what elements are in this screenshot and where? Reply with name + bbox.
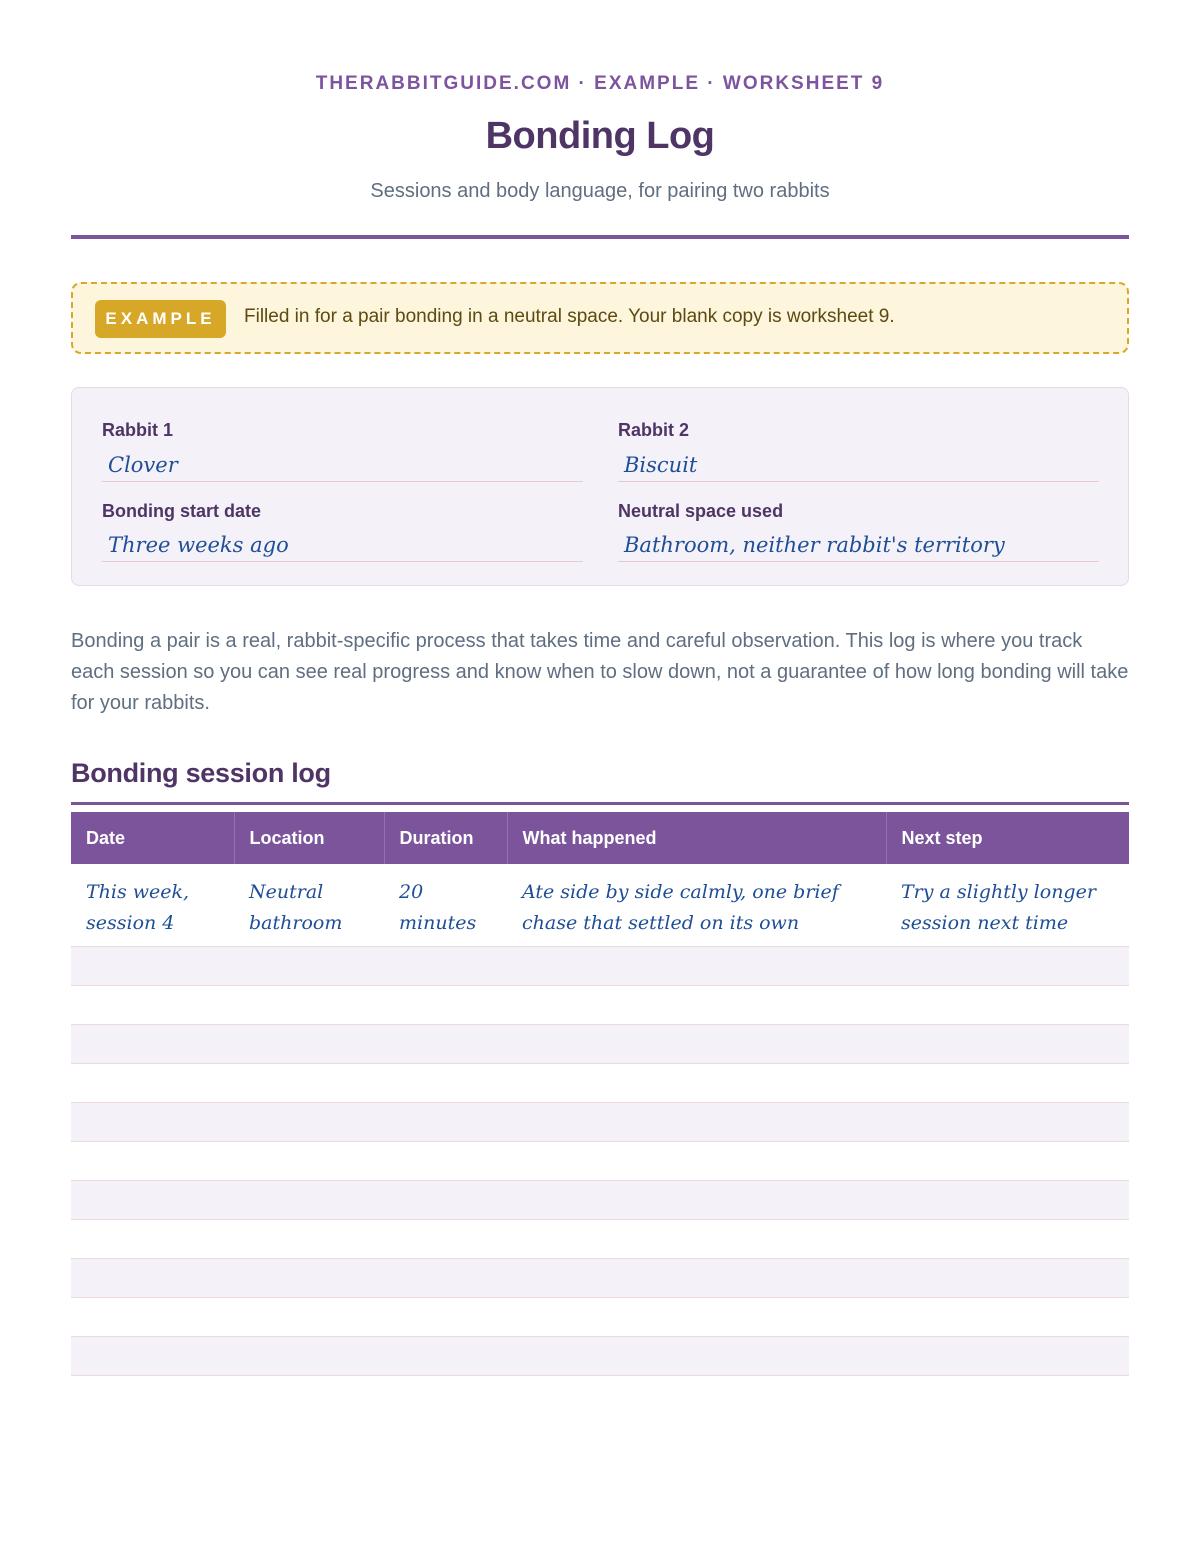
rabbit2-label: Rabbit 2 — [618, 420, 690, 440]
column-header-duration: Duration — [384, 812, 507, 864]
table-row-blank — [71, 1102, 1129, 1141]
blank-cell[interactable] — [507, 1336, 886, 1375]
blank-cell[interactable] — [234, 946, 384, 985]
table-row-blank — [71, 1063, 1129, 1102]
blank-cell[interactable] — [507, 1063, 886, 1102]
column-header-date: Date — [71, 812, 234, 864]
blank-cell[interactable] — [507, 1024, 886, 1063]
blank-cell[interactable] — [384, 1063, 507, 1102]
blank-cell[interactable] — [71, 1180, 234, 1219]
blank-cell[interactable] — [234, 1297, 384, 1336]
blank-cell[interactable] — [71, 946, 234, 985]
neutral-space-label: Neutral space used — [618, 501, 784, 521]
blank-cell[interactable] — [507, 1258, 886, 1297]
blank-cell[interactable] — [886, 1336, 1129, 1375]
table-row-blank — [71, 1180, 1129, 1219]
intro-paragraph: Bonding a pair is a real, rabbit-specific process that takes time and careful observation. This log is where you track each session so you can see real progress and know when to slow down, not a guarantee of how long bonding will take for your rabbits. — [71, 630, 1129, 714]
table-row-blank — [71, 1297, 1129, 1336]
blank-cell[interactable] — [384, 1219, 507, 1258]
rabbit1-field[interactable]: Clover — [102, 450, 583, 482]
section-heading: Bonding session log — [71, 758, 331, 788]
blank-cell[interactable] — [384, 1180, 507, 1219]
table-row — [71, 864, 1129, 946]
example-badge: EXAMPLE — [95, 300, 226, 338]
blank-cell[interactable] — [234, 1063, 384, 1102]
blank-cell[interactable] — [886, 1141, 1129, 1180]
start-date-field[interactable]: Three weeks ago — [102, 530, 583, 562]
table-header-row — [71, 812, 1129, 864]
blank-cell[interactable] — [384, 1141, 507, 1180]
blank-cell[interactable] — [234, 1024, 384, 1063]
blank-cell[interactable] — [384, 946, 507, 985]
blank-cell[interactable] — [507, 1102, 886, 1141]
cell-next-step[interactable]: Try a slightly longer session next time — [886, 864, 1129, 946]
section-divider — [71, 802, 1129, 805]
blank-cell[interactable] — [507, 1297, 886, 1336]
blank-cell[interactable] — [384, 1297, 507, 1336]
table-row-blank — [71, 1141, 1129, 1180]
table-row-blank — [71, 1336, 1129, 1375]
blank-cell[interactable] — [234, 985, 384, 1024]
blank-cell[interactable] — [71, 1219, 234, 1258]
cell-date[interactable]: This week, session 4 — [71, 864, 234, 946]
blank-cell[interactable] — [886, 1219, 1129, 1258]
blank-cell[interactable] — [71, 1102, 234, 1141]
blank-cell[interactable] — [71, 1336, 234, 1375]
worksheet-kicker: THERABBITGUIDE.COM · EXAMPLE · WORKSHEET 9 — [315, 73, 885, 94]
start-date-label: Bonding start date — [102, 501, 262, 521]
blank-cell[interactable] — [234, 1258, 384, 1297]
blank-cell[interactable] — [507, 1141, 886, 1180]
session-log-table — [71, 812, 1129, 1376]
blank-cell[interactable] — [384, 985, 507, 1024]
blank-cell[interactable] — [886, 1297, 1129, 1336]
blank-cell[interactable] — [384, 1258, 507, 1297]
cell-what-happened[interactable]: Ate side by side calmly, one brief chase that settled on its own — [507, 864, 886, 946]
column-header-next-step: Next step — [886, 812, 1129, 864]
blank-cell[interactable] — [71, 1297, 234, 1336]
blank-cell[interactable] — [886, 985, 1129, 1024]
page-subtitle: Sessions and body language, for pairing two rabbits — [370, 180, 830, 202]
blank-cell[interactable] — [886, 1180, 1129, 1219]
blank-cell[interactable] — [507, 946, 886, 985]
page-title: Bonding Log — [485, 115, 715, 157]
blank-cell[interactable] — [234, 1180, 384, 1219]
example-notice-text: Filled in for a pair bonding in a neutral space. Your blank copy is worksheet 9. — [244, 306, 895, 327]
example-notice — [71, 282, 1129, 354]
table-row-blank — [71, 985, 1129, 1024]
blank-cell[interactable] — [384, 1024, 507, 1063]
blank-cell[interactable] — [507, 1180, 886, 1219]
neutral-space-field[interactable]: Bathroom, neither rabbit's territory — [618, 530, 1099, 562]
table-row-blank — [71, 1258, 1129, 1297]
rabbit-info-panel — [71, 387, 1129, 586]
table-row-blank — [71, 1024, 1129, 1063]
blank-cell[interactable] — [71, 1258, 234, 1297]
blank-cell[interactable] — [234, 1102, 384, 1141]
blank-cell[interactable] — [886, 1102, 1129, 1141]
column-header-what-happened: What happened — [507, 812, 886, 864]
blank-cell[interactable] — [234, 1219, 384, 1258]
cell-duration[interactable]: 20 minutes — [384, 864, 507, 946]
column-header-location: Location — [234, 812, 384, 864]
rabbit2-field[interactable]: Biscuit — [618, 450, 1099, 482]
blank-cell[interactable] — [507, 985, 886, 1024]
blank-cell[interactable] — [886, 1063, 1129, 1102]
blank-cell[interactable] — [384, 1102, 507, 1141]
blank-cell[interactable] — [384, 1336, 507, 1375]
blank-cell[interactable] — [886, 946, 1129, 985]
table-row-blank — [71, 946, 1129, 985]
rabbit1-label: Rabbit 1 — [102, 420, 174, 440]
blank-cell[interactable] — [234, 1336, 384, 1375]
blank-cell[interactable] — [234, 1141, 384, 1180]
table-row-blank — [71, 1219, 1129, 1258]
blank-cell[interactable] — [71, 1141, 234, 1180]
header-divider — [71, 235, 1129, 239]
blank-cell[interactable] — [71, 1063, 234, 1102]
blank-cell[interactable] — [71, 985, 234, 1024]
blank-cell[interactable] — [886, 1024, 1129, 1063]
blank-cell[interactable] — [886, 1258, 1129, 1297]
blank-cell[interactable] — [71, 1024, 234, 1063]
blank-cell[interactable] — [507, 1219, 886, 1258]
cell-location[interactable]: Neutral bathroom — [234, 864, 384, 946]
